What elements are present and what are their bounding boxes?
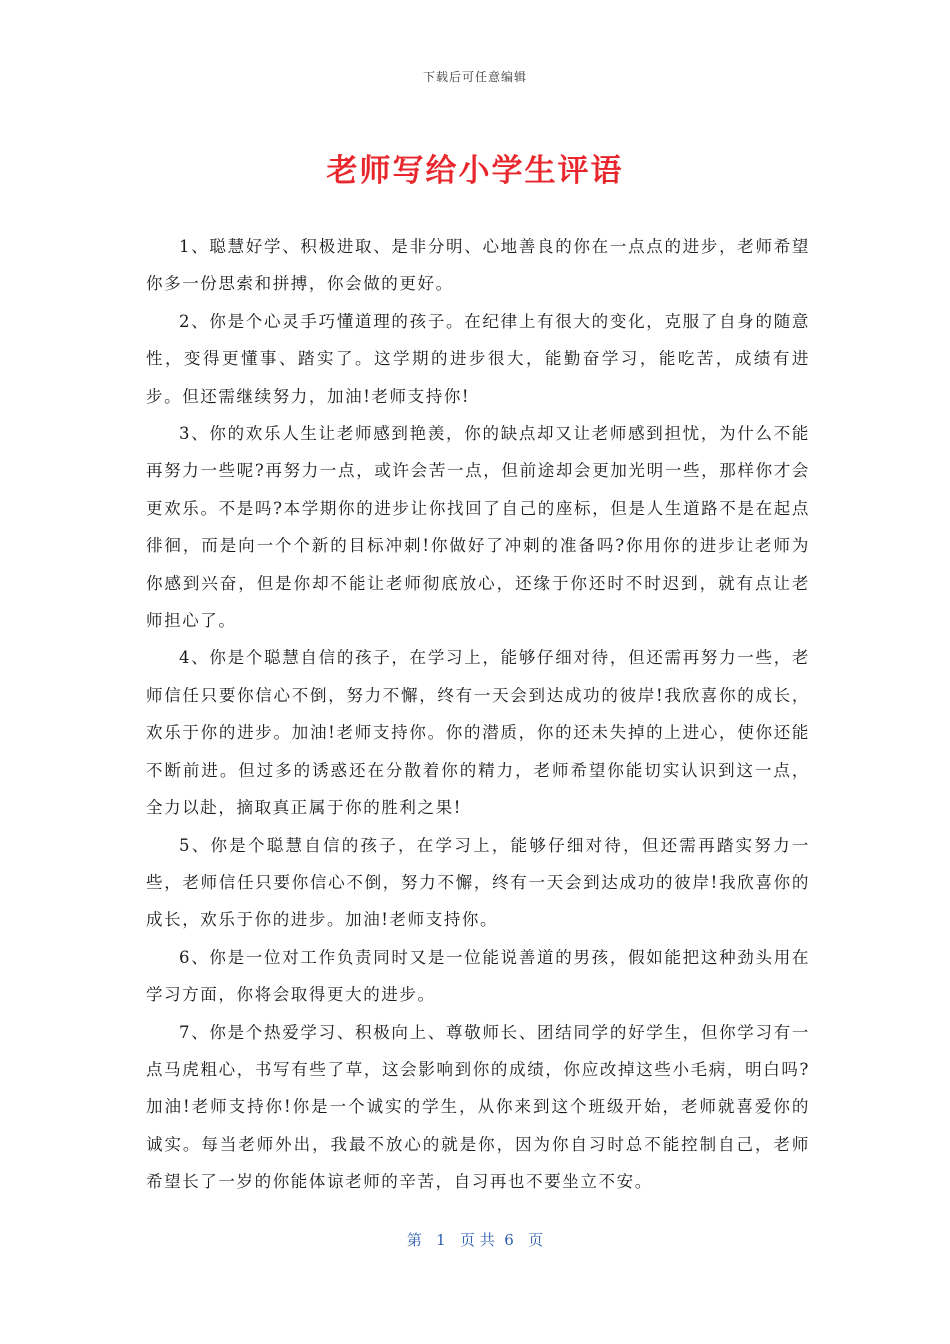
- paragraph-6: 6、你是一位对工作负责同时又是一位能说善道的男孩，假如能把这种劲头用在学习方面，你将会取得更大的进步。: [146, 947, 810, 1005]
- page-number-footer: 第 1 页 共 6 页: [406, 1231, 544, 1249]
- paragraph-1: 1、聪慧好学、积极进取、是非分明、心地善良的你在一点点的进步，老师希望你多一份思索和拼搏，你会做的更好。: [146, 237, 810, 294]
- paragraph-7: 7、你是个热爱学习、积极向上、尊敬师长、团结同学的好学生，但你学习有一点马虎粗心，书写有些了草，这会影响到你的成绩，你应改掉这些小毛病，明白吗?加油!老师支持你!你是一个诚实的学生，从你来到这个班级开始，老师就喜爱你的诚实。每当老师外出，我最不放心的就是你，因为你自习时总不能控制自己，老师希望长了一岁的你能体谅老师的辛苦，自习再也不要坐立不安。: [146, 1022, 810, 1192]
- document-body: [146, 228, 810, 1201]
- paragraph-3: 3、你的欢乐人生让老师感到艳羡，你的缺点却又让老师感到担忧，为什么不能再努力一些呢?再努力一点，或许会苦一点，但前途却会更加光明一些，那样你才会更欢乐。不是吗?本学期你的进步让你找回了自己的座标，但是人生道路不是在起点徘徊，而是向一个个新的目标冲刺!你做好了冲刺的准备吗?你用你的进步让老师为你感到兴奋，但是你却不能让老师彻底放心，还缘于你还时不时迟到，就有点让老师担心了。: [146, 424, 810, 631]
- paragraph-2: 2、你是个心灵手巧懂道理的孩子。在纪律上有很大的变化，克服了自身的随意性，变得更懂事、踏实了。这学期的进步很大，能勤奋学习，能吃苦，成绩有进步。但还需继续努力，加油!老师支持你!: [146, 311, 810, 406]
- paragraph-5: 5、你是个聪慧自信的孩子，在学习上，能够仔细对待，但还需再踏实努力一些，老师信任只要你信心不倒，努力不懈，终有一天会到达成功的彼岸!我欣喜你的成长，欢乐于你的进步。加油!老师支持你。: [146, 835, 810, 930]
- header-note: 下载后可任意编辑: [422, 70, 527, 84]
- paragraph-4: 4、你是个聪慧自信的孩子，在学习上，能够仔细对待，但还需再努力一些，老师信任只要你信心不倒，努力不懈，终有一天会到达成功的彼岸!我欣喜你的成长，欢乐于你的进步。加油!老师支持你。你的潜质，你的还未失掉的上进心，使你还能不断前进。但过多的诱惑还在分散着你的精力，老师希望你能切实认识到这一点，全力以赴，摘取真正属于你的胜利之果!: [146, 648, 810, 818]
- document-title: 老师写给小学生评语: [326, 153, 624, 189]
